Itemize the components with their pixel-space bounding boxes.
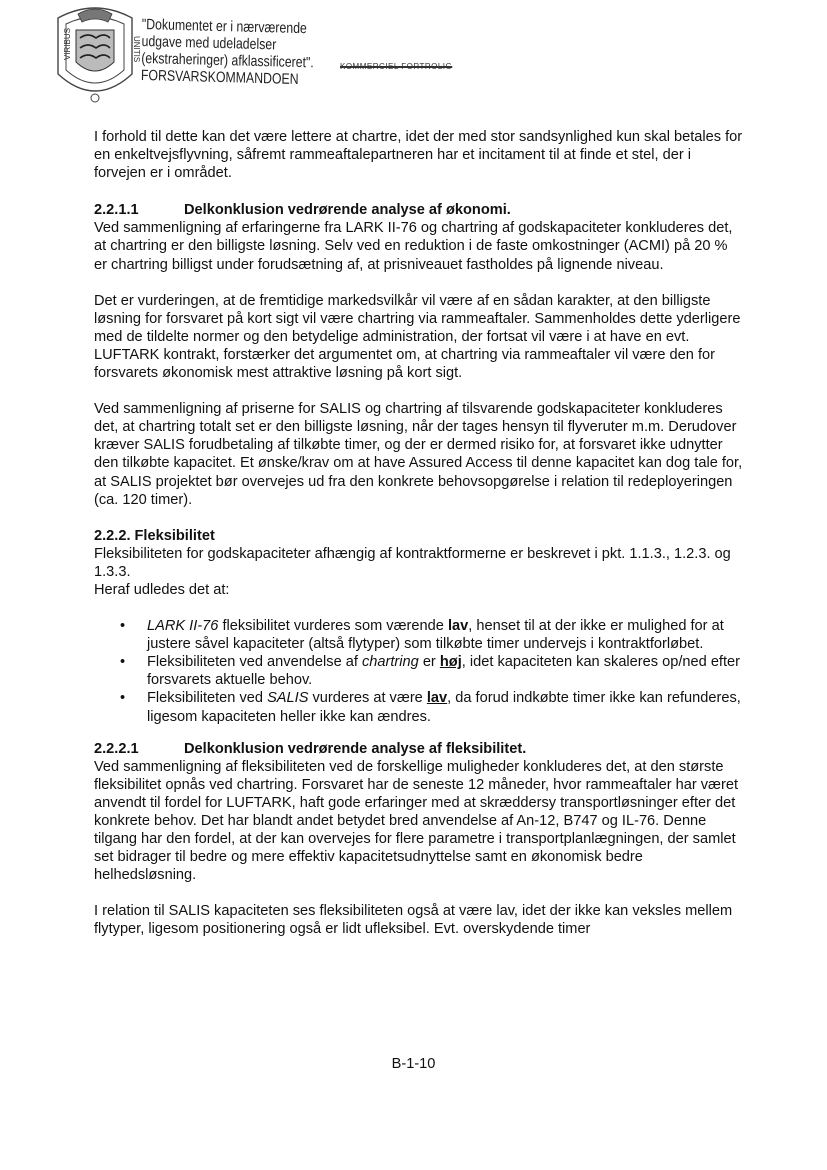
intro-paragraph: I forhold til dette kan det være lettere at chartre, idet der med stor sandsynlighed kun skal betales for en enkeltvejsflyvning, såfremt rammeaftalepartneren har et incitament til at finde et stel, der i forvejen er i området. (94, 129, 743, 182)
paragraph: Ved sammenligning af priserne for SALIS og chartring af tilsvarende godskapaciteter konkluderes det, at chartring totalt set er den billigste løsning, når der tages hensyn til flyveruter m.m. Derudover kræver SALIS forudbetaling af tilkøbte timer, og der er dermed risiko for, at forsvaret ikke udnytter den tilkøbte kapacitet. Et ønske/krav om at have Assured Access til denne kapacitet kan dog tale for, at SALIS projektet bør overvejes ud fra den konkrete behovsopgørelse i relation til redeployeringen (ca. 120 timer). (94, 401, 743, 508)
paragraph: Ved sammenligning af fleksibiliteten ved de forskellige muligheder konkluderes det, at den største fleksibilitet opnås ved chartring. Forsvaret har de seneste 12 måneder, hvor rammeaftaler har været anvendt til fordel for LUFTARK, haft gode erfaringer med at skræddersy transportløsninger efter det konkrete behov. Det har blandt andet betydet bred anvendelse af An-12, B747 og IL-76. Denne tilgang har den fordel, at der kan overvejes for flere parametre i transportplanlægningen, der samlet set bidrager til bedre og mere effektiv kapacitetsudnyttelse samt en økonomisk bedre helhedsløsning. (94, 758, 739, 884)
paragraph: Fleksibiliteten for godskapaciteter afhængig af kontraktformerne er beskrevet i pkt. 1.1.3., 1.2.3. og 1.3.3. (94, 545, 731, 580)
struck-classification: KOMMERCIEL FORTROLIG (340, 62, 453, 71)
paragraph: I relation til SALIS kapaciteten ses fleksibiliteten også at være lav, idet der ikke kan veksles mellem flytyper, ligesom positionering også er lidt ufleksibel. Evt. overskydende timer (94, 903, 733, 938)
svg-text:UNITIS: UNITIS (132, 36, 141, 63)
section-heading-2.2.2: 2.2.2. Fleksibilitet (94, 527, 215, 544)
stamp-line: udgave med udeladelser (141, 32, 277, 54)
paragraph: Heraf udledes det at: (94, 581, 230, 598)
bullet-list (94, 617, 744, 726)
svg-text:VIRIBUS: VIRIBUS (63, 27, 72, 60)
document-body (94, 128, 744, 939)
paragraph: Ved sammenligning af erfaringerne fra LARK II-76 og chartring af godskapaciteter konkluderes det, at chartring er den billigste løsning. Selv ved en reduktion i de faste omkostninger (ACMI) på 20 % er chartring billigst under forudsætning af, at prisniveauet fastholdes på lignende niveau. (94, 220, 733, 273)
section-heading-2.2.1.1: 2.2.1.1 Delkonklusion vedrørende analyse af økonomi. (94, 202, 511, 219)
section-heading-2.2.2.1: 2.2.2.1 Delkonklusion vedrørende analyse af fleksibilitet. (94, 740, 527, 757)
declassification-stamp (141, 16, 314, 88)
page-number: B-1-10 (391, 1056, 436, 1072)
danish-coat-of-arms-seal-icon (52, 4, 141, 108)
stamp-line: (ekstraheringer) afklassificeret". (141, 49, 314, 72)
list-item: • Fleksibiliteten ved anvendelse af chartring er høj, idet kapaciteten kan skaleres op/ned efter forsvarets aktuelle behov. (118, 653, 744, 689)
stamp-line: FORSVARSKOMMANDOEN (140, 66, 299, 89)
paragraph: Det er vurderingen, at de fremtidige markedsvilkår vil være af en sådan karakter, at den billigste løsning for forsvaret på kort sigt vil være chartring via rammeaftaler. Sammenholdes dette yderligere med de tildelte normer og den betydelige administration, der fortsat vil være i at have en evt. LUFTARK kontrakt, forstærker det argumentet om, at chartring via rammeaftaler vil være den for forsvarets økonomisk mest attraktive løsning på kort sigt. (94, 292, 741, 382)
list-item: • LARK II-76 fleksibilitet vurderes som værende lav, henset til at der ikke er mulighed for at justere såvel kapaciteter (altså flytyper) som tilkøbte timer undervejs i kontraktforløbet. (118, 617, 744, 653)
stamp-line: "Dokumentet er i nærværende (141, 16, 307, 38)
list-item: • Fleksibiliteten ved SALIS vurderes at være lav, da forud indkøbte timer ikke kan refunderes, ligesom kapaciteten heller ikke kan ændres. (118, 689, 744, 725)
